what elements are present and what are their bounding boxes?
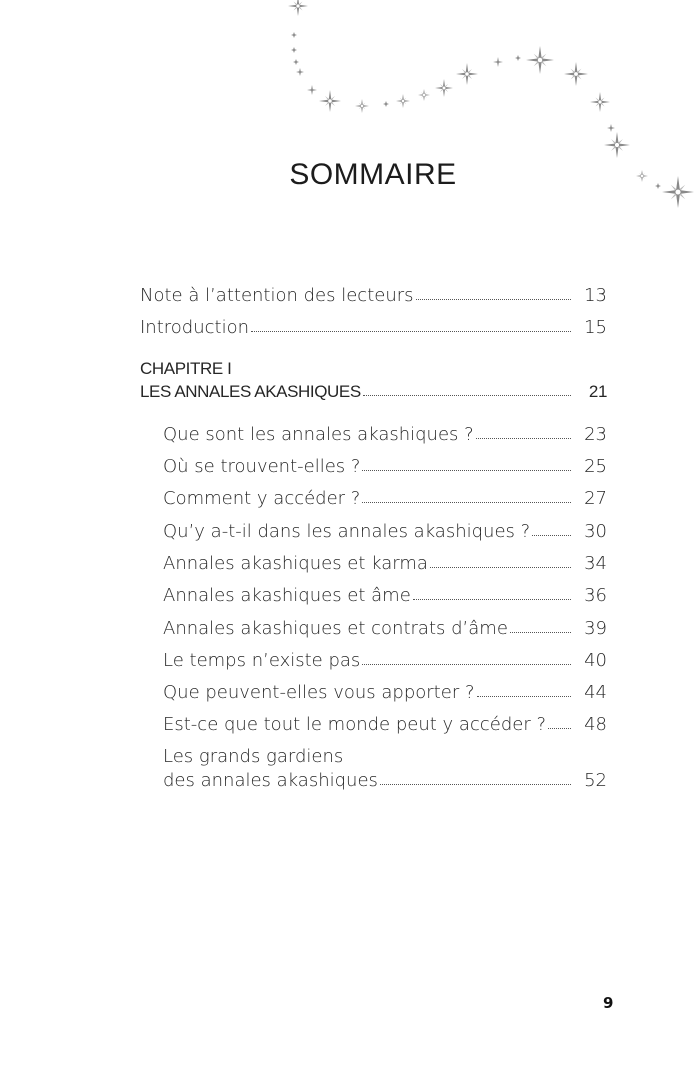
toc-entry-label: Annales akashiques et contrats d’âme [163, 618, 508, 639]
leader-dots [413, 599, 571, 600]
toc-entry-label: Annales akashiques et karma [163, 553, 428, 574]
toc-entry-label: Comment y accéder ? [163, 488, 361, 509]
leader-dots [416, 299, 571, 300]
toc-entry-page: 48 [584, 714, 607, 735]
toc-entry-label: Annales akashiques et âme [163, 585, 411, 606]
toc-entry-page: 13 [584, 285, 607, 306]
toc-entry-page: 34 [584, 553, 607, 574]
leader-dots [510, 632, 571, 633]
leader-dots [362, 664, 571, 665]
sparkle-star-icon [383, 101, 389, 107]
toc-section-entry[interactable] [163, 649, 607, 673]
toc-entry-label: Qu’y a-t-il dans les annales akashiques ? [163, 521, 531, 542]
leader-dots [532, 535, 571, 536]
toc-entry-page: 23 [584, 424, 607, 445]
sparkle-star-icon [435, 79, 453, 97]
toc-entry-page: 15 [584, 317, 607, 338]
sparkle-star-icon [604, 132, 630, 158]
toc-entry-page: 39 [584, 618, 607, 639]
toc-entry-page: 25 [584, 456, 607, 477]
leader-dots [548, 728, 571, 729]
sparkle-star-icon [296, 68, 304, 76]
toc-entry-page: 52 [584, 770, 607, 791]
leader-dots [362, 502, 571, 503]
toc-section-entry[interactable] [163, 423, 607, 447]
toc-entry-page: 27 [584, 488, 607, 509]
toc-section-entry[interactable] [163, 713, 607, 737]
sparkle-star-icon [418, 89, 430, 101]
sparkle-star-icon [526, 46, 554, 74]
toc-entry-label-line1: Les grands gardiens [163, 746, 344, 767]
toc-entry-label: des annales akashiques [163, 770, 378, 791]
toc-section-entry[interactable] [163, 584, 607, 608]
leader-dots [251, 331, 571, 332]
sparkle-star-icon [564, 62, 588, 86]
toc-entry-label: Que peuvent-elles vous apporter ? [163, 682, 475, 703]
toc-entry-label: Introduction [140, 317, 250, 338]
leader-dots [476, 438, 571, 439]
toc-entry-label: Note à l’attention des lecteurs [140, 285, 414, 306]
leader-dots [362, 470, 571, 471]
toc-entry-page: 40 [584, 650, 607, 671]
toc-section-entry[interactable] [163, 681, 607, 705]
toc-entry-note[interactable] [140, 284, 607, 308]
toc-section-entry[interactable] [163, 617, 607, 641]
chapter-title: LES ANNALES AKASHIQUES [140, 382, 361, 401]
leader-dots [477, 696, 572, 697]
sparkle-star-icon [456, 63, 478, 85]
sparkle-star-icon [355, 99, 369, 113]
toc-entry-label: Où se trouvent-elles ? [163, 456, 361, 477]
sparkle-star-icon [396, 94, 410, 108]
toc-entry-label: Que sont les annales akashiques ? [163, 424, 474, 445]
sparkle-star-icon [590, 92, 610, 112]
toc-entry-page: 44 [584, 682, 607, 703]
toc-section-entry[interactable] [163, 520, 607, 544]
sparkle-star-icon [493, 57, 503, 67]
page-title: SOMMAIRE [289, 158, 457, 191]
toc-section-entry[interactable] [163, 769, 607, 793]
toc-entry-label: Est-ce que tout le monde peut y accéder ? [163, 714, 546, 735]
sparkle-star-icon [319, 90, 341, 112]
leader-dots [430, 567, 571, 568]
toc-entry-label: Le temps n’existe pas [163, 650, 361, 671]
page-number: 9 [603, 994, 614, 1012]
sparkle-star-icon [307, 85, 317, 95]
toc-entry-page: 36 [584, 585, 607, 606]
leader-dots [363, 395, 571, 396]
toc-entry-introduction[interactable] [140, 316, 607, 340]
toc-section-entry[interactable] [163, 455, 607, 479]
sparkle-star-icon [288, 0, 308, 16]
sparkle-star-icon [293, 59, 299, 65]
sparkle-star-icon [607, 124, 615, 132]
chapter-number: CHAPITRE I [140, 359, 232, 378]
toc-entry-page: 30 [584, 521, 607, 542]
sparkle-star-icon [291, 47, 297, 53]
sparkle-stars-decoration [0, 0, 700, 240]
toc-section-entry[interactable] [163, 487, 607, 511]
toc-section-entry[interactable] [163, 552, 607, 576]
toc-entry-page: 21 [588, 382, 607, 401]
leader-dots [380, 784, 571, 785]
toc-chapter-entry[interactable] [140, 380, 607, 404]
sparkle-star-icon [291, 32, 297, 38]
sparkle-star-icon [515, 55, 521, 61]
